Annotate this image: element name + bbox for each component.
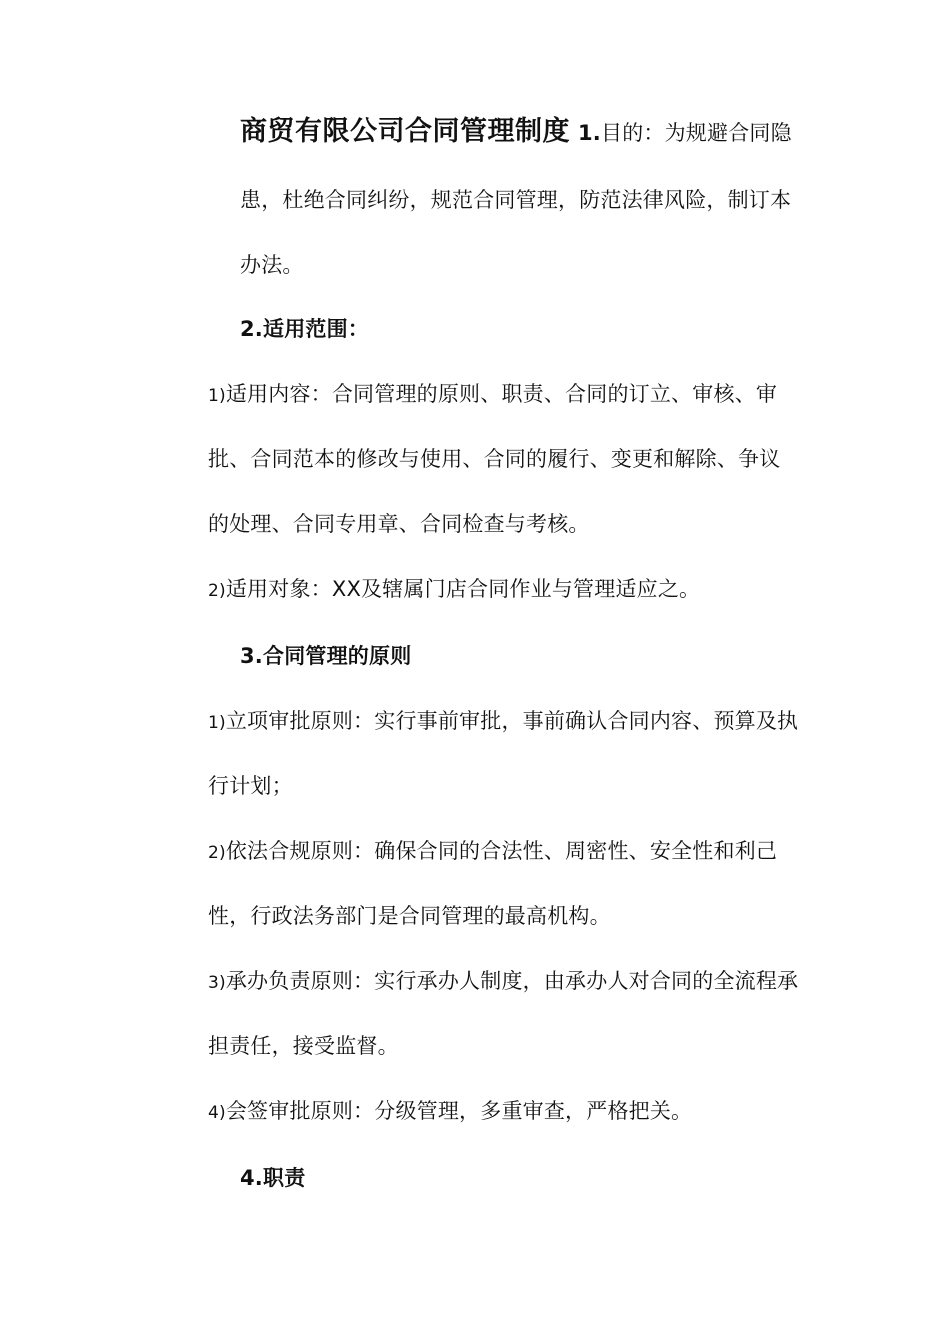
item-text: 立项审批原则：实行事前审批，事前确认合同内容、预算及执 (225, 709, 799, 733)
section-1-line-2: 患，杜绝合同纠纷，规范合同管理，防范法律风险，制订本 (240, 188, 792, 212)
section-2-item-2 (208, 574, 700, 606)
item-number: 2) (208, 843, 226, 863)
section-3-heading: 3.合同管理的原则 (240, 644, 412, 668)
item-text: 适用对象：XX及辖属门店合同作业与管理适应之。 (225, 577, 701, 601)
section-3-item-3-line-2: 担责任，接受监督。 (208, 1034, 399, 1058)
section-1-line-3: 办法。 (240, 253, 304, 277)
item-number: 1) (208, 386, 226, 406)
section-2-item-1-line-3: 的处理、合同专用章、合同检查与考核。 (208, 512, 590, 536)
item-number: 2) (208, 581, 226, 601)
section-4-heading: 4.职责 (240, 1166, 306, 1190)
section-2-item-1-line-2: 批、合同范本的修改与使用、合同的履行、变更和解除、争议 (208, 447, 781, 471)
section-3-item-4 (208, 1096, 692, 1128)
title-line (240, 117, 792, 148)
section-3-item-1-line-2: 行计划； (208, 774, 293, 798)
section-3-item-1 (208, 706, 798, 738)
item-text: 依法合规原则：确保合同的合法性、周密性、安全性和利己 (225, 839, 778, 863)
section-1-text: 目的：为规避合同隐 (601, 121, 792, 145)
item-number: 1) (208, 713, 226, 733)
section-3-item-2 (208, 836, 777, 868)
item-text: 会签审批原则：分级管理，多重审查，严格把关。 (225, 1099, 693, 1123)
item-number: 3) (208, 973, 226, 993)
section-2-item-1 (208, 379, 777, 411)
section-3-item-3 (208, 966, 798, 998)
item-number: 4) (208, 1103, 226, 1123)
document-title: 商贸有限公司合同管理制度 (240, 116, 570, 147)
item-text: 承办负责原则：实行承办人制度，由承办人对合同的全流程承 (225, 969, 799, 993)
section-1-number: 1. (578, 121, 601, 145)
item-text: 适用内容：合同管理的原则、职责、合同的订立、审核、审 (225, 382, 778, 406)
section-2-heading: 2.适用范围： (240, 317, 369, 341)
section-3-item-2-line-2: 性，行政法务部门是合同管理的最高机构。 (208, 904, 611, 928)
